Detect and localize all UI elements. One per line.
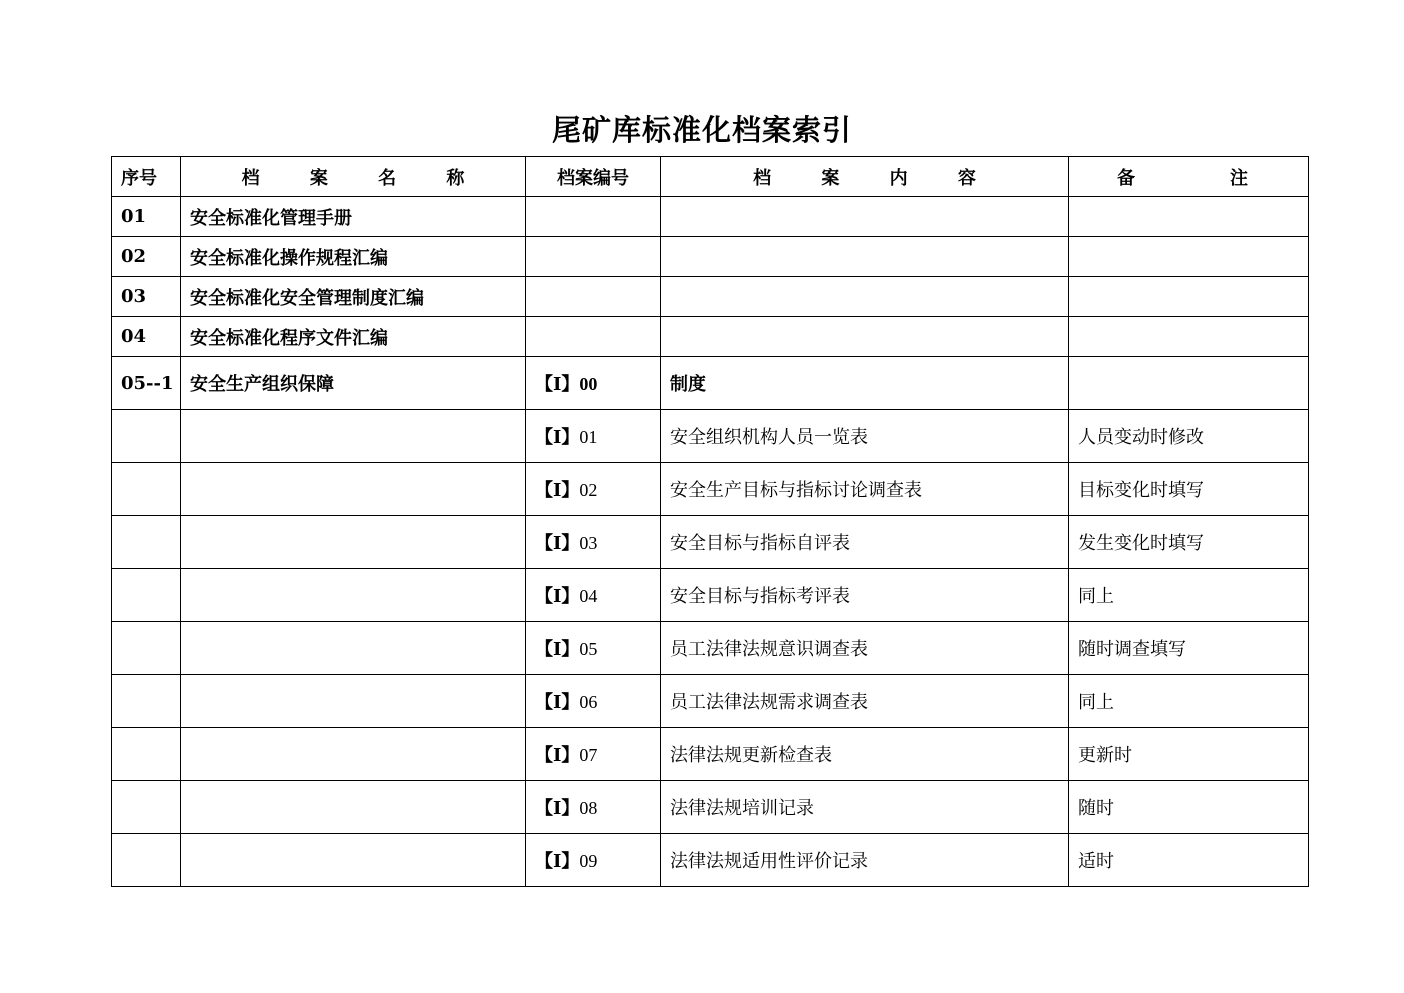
cell-remark	[1069, 237, 1309, 277]
cell-content: 法律法规适用性评价记录	[661, 834, 1069, 887]
cell-code	[526, 622, 661, 675]
cell-name	[181, 834, 526, 887]
cell-remark: 同上	[1069, 675, 1309, 728]
cell-seq	[112, 728, 181, 781]
cell-seq	[112, 834, 181, 887]
cell-code	[526, 357, 661, 410]
table-row	[112, 357, 1309, 410]
header-code: 档案编号	[526, 157, 661, 197]
table-row	[112, 781, 1309, 834]
code-prefix: 【Ⅰ】	[535, 586, 580, 606]
cell-name: 安全标准化操作规程汇编	[181, 237, 526, 277]
cell-name	[181, 410, 526, 463]
code-prefix: 【Ⅰ】	[535, 374, 580, 394]
code-prefix: 【Ⅰ】	[535, 745, 580, 765]
cell-name	[181, 675, 526, 728]
cell-seq	[112, 781, 181, 834]
cell-seq: 02	[112, 237, 181, 277]
cell-seq: 04	[112, 317, 181, 357]
table-header-row	[112, 157, 1309, 197]
cell-remark: 更新时	[1069, 728, 1309, 781]
cell-name: 安全标准化程序文件汇编	[181, 317, 526, 357]
cell-code	[526, 569, 661, 622]
cell-name	[181, 516, 526, 569]
document-title: 尾矿库标准化档案索引	[551, 113, 852, 147]
table-row	[112, 622, 1309, 675]
cell-content: 安全目标与指标自评表	[661, 516, 1069, 569]
cell-remark: 随时	[1069, 781, 1309, 834]
cell-name: 安全生产组织保障	[181, 357, 526, 410]
cell-remark	[1069, 357, 1309, 410]
header-remark: 备 注	[1069, 157, 1309, 197]
code-prefix: 【Ⅰ】	[535, 533, 580, 553]
archive-index-table	[111, 156, 1309, 887]
code-prefix: 【Ⅰ】	[535, 480, 580, 500]
cell-content: 安全生产目标与指标讨论调查表	[661, 463, 1069, 516]
cell-seq	[112, 622, 181, 675]
cell-seq: 01	[112, 197, 181, 237]
code-number: 09	[579, 851, 598, 871]
cell-code	[526, 277, 661, 317]
cell-code	[526, 728, 661, 781]
cell-content: 制度	[661, 357, 1069, 410]
cell-code	[526, 781, 661, 834]
header-name: 档 案 名 称	[181, 157, 526, 197]
cell-name	[181, 463, 526, 516]
table-row	[112, 237, 1309, 277]
code-number: 03	[579, 533, 598, 553]
code-number: 08	[579, 798, 598, 818]
cell-code	[526, 237, 661, 277]
code-prefix: 【Ⅰ】	[535, 798, 580, 818]
cell-content: 法律法规更新检查表	[661, 728, 1069, 781]
cell-remark	[1069, 277, 1309, 317]
cell-seq	[112, 569, 181, 622]
table-row	[112, 197, 1309, 237]
code-prefix: 【Ⅰ】	[535, 639, 580, 659]
cell-content: 员工法律法规意识调查表	[661, 622, 1069, 675]
cell-code	[526, 463, 661, 516]
table-row	[112, 277, 1309, 317]
code-number: 05	[579, 639, 598, 659]
cell-code	[526, 675, 661, 728]
cell-name: 安全标准化管理手册	[181, 197, 526, 237]
cell-remark: 人员变动时修改	[1069, 410, 1309, 463]
cell-content	[661, 317, 1069, 357]
cell-remark: 随时调查填写	[1069, 622, 1309, 675]
cell-seq	[112, 516, 181, 569]
cell-code	[526, 317, 661, 357]
code-number: 00	[579, 374, 598, 394]
cell-code	[526, 197, 661, 237]
cell-content: 法律法规培训记录	[661, 781, 1069, 834]
cell-name	[181, 728, 526, 781]
table-row	[112, 463, 1309, 516]
code-number: 07	[579, 745, 598, 765]
code-prefix: 【Ⅰ】	[535, 427, 580, 447]
code-number: 04	[579, 586, 598, 606]
cell-content: 安全目标与指标考评表	[661, 569, 1069, 622]
table-row	[112, 516, 1309, 569]
cell-content	[661, 277, 1069, 317]
code-prefix: 【Ⅰ】	[535, 851, 580, 871]
cell-content	[661, 197, 1069, 237]
header-seq: 序号	[112, 157, 181, 197]
code-number: 01	[579, 427, 598, 447]
cell-seq	[112, 675, 181, 728]
cell-code	[526, 834, 661, 887]
cell-seq	[112, 463, 181, 516]
cell-remark: 目标变化时填写	[1069, 463, 1309, 516]
table-row	[112, 569, 1309, 622]
code-prefix: 【Ⅰ】	[535, 692, 580, 712]
cell-name	[181, 569, 526, 622]
cell-name: 安全标准化安全管理制度汇编	[181, 277, 526, 317]
cell-content: 安全组织机构人员一览表	[661, 410, 1069, 463]
table-row	[112, 410, 1309, 463]
cell-code	[526, 410, 661, 463]
code-number: 06	[579, 692, 598, 712]
cell-content	[661, 237, 1069, 277]
cell-remark: 适时	[1069, 834, 1309, 887]
cell-remark: 发生变化时填写	[1069, 516, 1309, 569]
table-row	[112, 317, 1309, 357]
table-row	[112, 728, 1309, 781]
cell-remark	[1069, 317, 1309, 357]
cell-remark: 同上	[1069, 569, 1309, 622]
cell-content: 员工法律法规需求调查表	[661, 675, 1069, 728]
cell-seq: 03	[112, 277, 181, 317]
cell-name	[181, 622, 526, 675]
table-row	[112, 675, 1309, 728]
cell-seq	[112, 410, 181, 463]
cell-remark	[1069, 197, 1309, 237]
code-number: 02	[579, 480, 598, 500]
cell-seq: 05--1	[112, 357, 181, 410]
cell-name	[181, 781, 526, 834]
cell-code	[526, 516, 661, 569]
table-row	[112, 834, 1309, 887]
header-content: 档 案 内 容	[661, 157, 1069, 197]
